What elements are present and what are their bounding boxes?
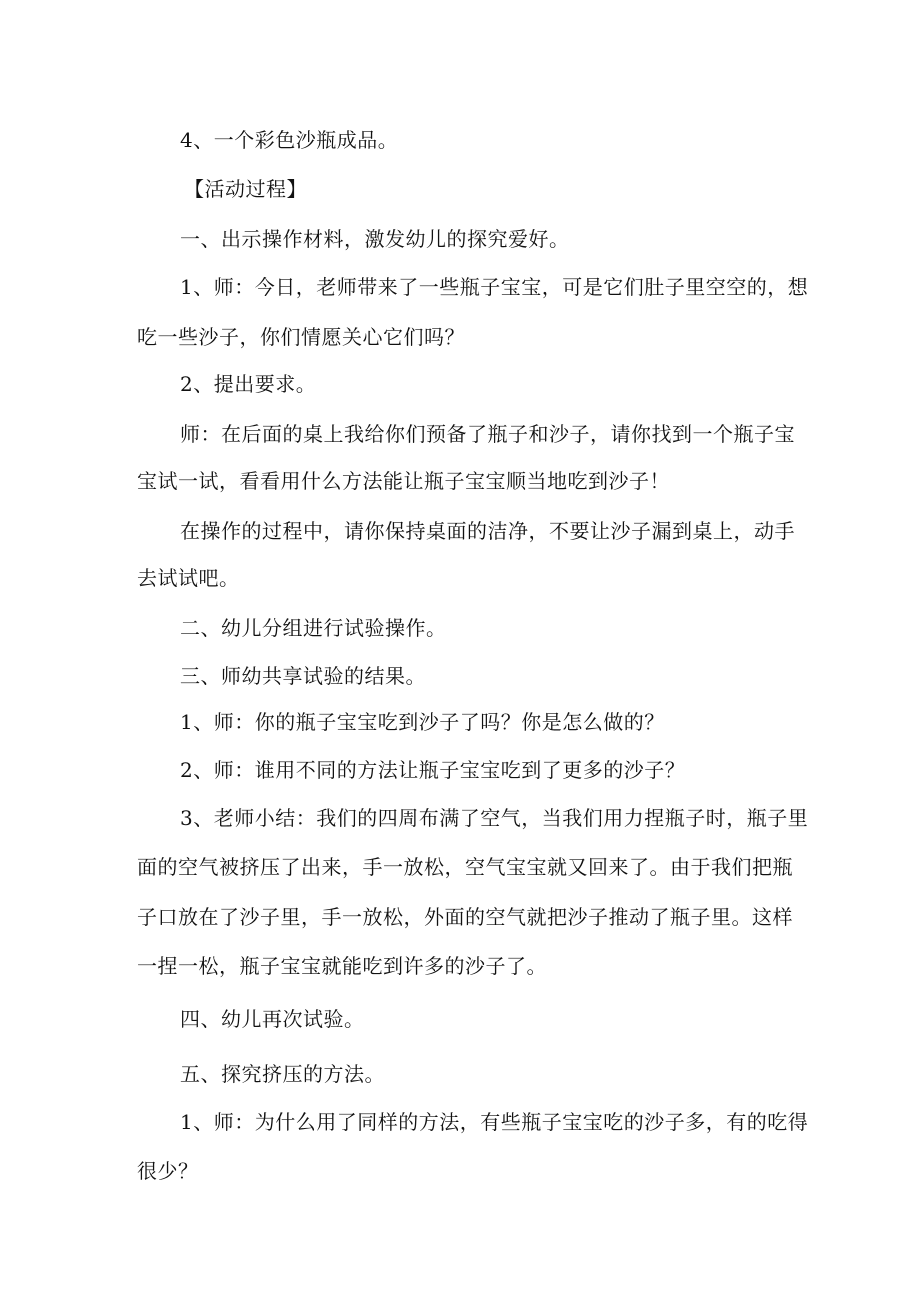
paragraph-line: 很少？ [137,1159,199,1183]
paragraph-line: 宝试一试，看看用什么方法能让瓶子宝宝顺当地吃到沙子！ [137,469,670,493]
paragraph-line: 三、师幼共享试验的结果。 [180,664,426,688]
paragraph-line: 师：在后面的桌上我给你们预备了瓶子和沙子，请你找到一个瓶子宝 [180,422,795,446]
paragraph-line: 吃一些沙子，你们情愿关心它们吗？ [137,325,465,349]
paragraph-line: 面的空气被挤压了出来，手一放松，空气宝宝就又回来了。由于我们把瓶 [137,855,793,879]
section-heading: 【活动过程】 [184,177,307,201]
paragraph-line: 3、老师小结：我们的四周布满了空气，当我们用力捏瓶子时，瓶子里 [180,806,809,830]
paragraph-line: 2、提出要求。 [180,372,317,396]
paragraph-line: 五、探究挤压的方法。 [180,1062,385,1086]
paragraph-line: 一、出示操作材料，激发幼儿的探究爱好。 [180,227,570,251]
paragraph-line: 在操作的过程中，请你保持桌面的洁净，不要让沙子漏到桌上，动手 [180,519,795,543]
paragraph-line: 四、幼儿再次试验。 [180,1007,365,1031]
paragraph-line: 1、师：你的瓶子宝宝吃到沙子了吗？你是怎么做的？ [180,710,665,734]
paragraph-line: 1、师：今日，老师带来了一些瓶子宝宝，可是它们肚子里空空的，想 [180,275,809,299]
paragraph-line: 1、师：为什么用了同样的方法，有些瓶子宝宝吃的沙子多，有的吃得 [180,1110,809,1134]
paragraph-line: 2、师：谁用不同的方法让瓶子宝宝吃到了更多的沙子？ [180,758,686,782]
paragraph-line: 一捏一松，瓶子宝宝就能吃到许多的沙子了。 [137,954,547,978]
paragraph-line: 子口放在了沙子里，手一放松，外面的空气就把沙子推动了瓶子里。这样 [137,905,793,929]
paragraph-line: 二、幼儿分组进行试验操作。 [180,616,447,640]
paragraph-line: 4、一个彩色沙瓶成品。 [180,128,399,152]
paragraph-line: 去试试吧。 [137,566,240,590]
